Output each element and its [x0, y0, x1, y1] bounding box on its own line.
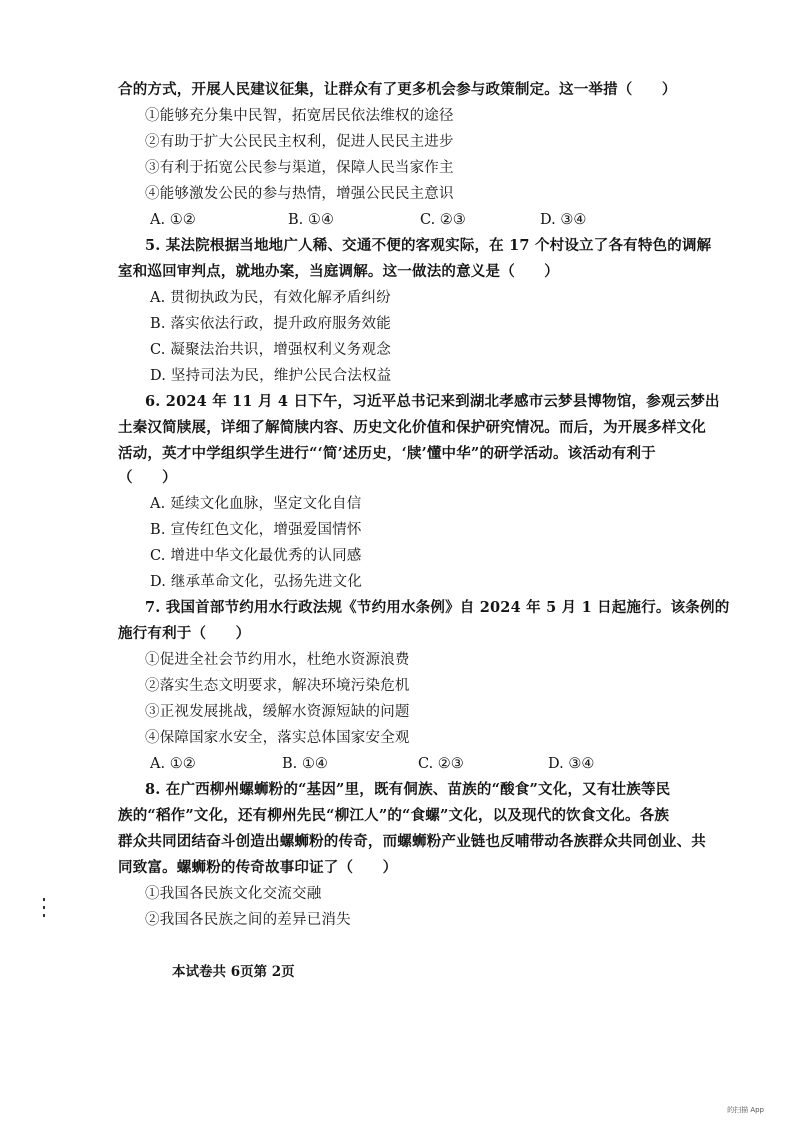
q5-stem-line-2: 室和巡回审判点，就地办案，当庭调解。这一做法的意义是（ ） [118, 263, 559, 280]
q5-stem-line-1: 5. 某法院根据当地地广人稀、交通不便的客观实际，在 17 个村设立了各有特色的调解 [145, 237, 712, 254]
q7-option-c: C. ②③ [418, 756, 464, 772]
q6-stem-line-4: （ ） [118, 469, 177, 486]
q8-stem-line-1: 8. 在广西柳州螺蛳粉的“基因”里，既有侗族、苗族的“酸食”文化，又有壮族等民 [145, 781, 671, 798]
page-footer: 本试卷共 6页第 2页 [172, 964, 295, 980]
q6-option-b: B. 宣传红色文化，增强爱国情怀 [150, 522, 362, 538]
scan-mark [43, 898, 45, 901]
q5-option-b: B. 落实依法行政，提升政府服务效能 [150, 316, 391, 332]
q7-option-d: D. ③④ [548, 756, 595, 772]
q4-item-1: ①能够充分集中民智，拓宽居民依法维权的途径 [145, 108, 454, 124]
q7-stem-line-1: 7. 我国首部节约用水行政法规《节约用水条例》自 2024 年 5 月 1 日起施行。该条例的 [145, 599, 730, 616]
q5-option-c: C. 凝聚法治共识，增强权利义务观念 [150, 342, 391, 358]
q5-option-d: D. 坚持司法为民，维护公民合法权益 [150, 368, 392, 384]
scanner-watermark: 的扫描 App [727, 1106, 764, 1114]
q7-item-1: ①促进全社会节约用水，杜绝水资源浪费 [145, 652, 410, 668]
q4-item-3: ③有利于拓宽公民参与渠道，保障人民当家作主 [145, 160, 454, 176]
scan-mark [43, 914, 45, 917]
q4-options [0, 210, 794, 230]
q4-option-c: C. ②③ [420, 212, 466, 228]
q4-option-d: D. ③④ [540, 212, 587, 228]
q8-stem-line-4: 同致富。螺蛳粉的传奇故事印证了（ ） [118, 859, 398, 876]
q7-options [0, 754, 794, 774]
scan-mark [43, 906, 45, 909]
q6-option-d: D. 继承革命文化，弘扬先进文化 [150, 574, 363, 590]
q6-stem-line-2: 土秦汉简牍展，详细了解简牍内容、历史文化价值和保护研究情况。而后，为开展多样文化 [118, 419, 706, 436]
q7-stem-line-2: 施行有利于（ ） [118, 625, 251, 642]
q4-item-2: ②有助于扩大公民民主权利，促进人民民主进步 [145, 134, 454, 150]
q4-option-a: A. ①② [150, 212, 196, 228]
q6-option-a: A. 延续文化血脉，坚定文化自信 [150, 496, 362, 512]
q7-option-a: A. ①② [150, 756, 196, 772]
q6-option-c: C. 增进中华文化最优秀的认同感 [150, 548, 362, 564]
q8-item-2: ②我国各民族之间的差异已消失 [145, 912, 351, 928]
q7-option-b: B. ①④ [282, 756, 328, 772]
q8-stem-line-3: 群众共同团结奋斗创造出螺蛳粉的传奇，而螺蛳粉产业链也反哺带动各族群众共同创业、共 [118, 833, 706, 850]
q8-item-1: ①我国各民族文化交流交融 [145, 886, 322, 902]
q7-item-2: ②落实生态文明要求，解决环境污染危机 [145, 678, 410, 694]
q4-stem-tail: 合的方式，开展人民建议征集，让群众有了更多机会参与政策制定。这一举措（ ） [118, 81, 677, 98]
q8-stem-line-2: 族的“稻作”文化，还有柳州先民“柳江人”的“食螺”文化，以及现代的饮食文化。各族 [118, 807, 670, 824]
q7-item-4: ④保障国家水安全，落实总体国家安全观 [145, 730, 410, 746]
q6-stem-line-1: 6. 2024 年 11 月 4 日下午，习近平总书记来到湖北孝感市云梦县博物馆，参观云梦出 [145, 393, 720, 410]
q4-item-4: ④能够激发公民的参与热情，增强公民民主意识 [145, 186, 454, 202]
q7-item-3: ③正视发展挑战，缓解水资源短缺的问题 [145, 704, 410, 720]
q5-option-a: A. 贯彻执政为民，有效化解矛盾纠纷 [150, 290, 391, 306]
q4-option-b: B. ①④ [288, 212, 334, 228]
q6-stem-line-3: 活动，英才中学组织学生进行“‘简’述历史，‘牍’懂中华”的研学活动。该活动有利于 [118, 445, 656, 462]
